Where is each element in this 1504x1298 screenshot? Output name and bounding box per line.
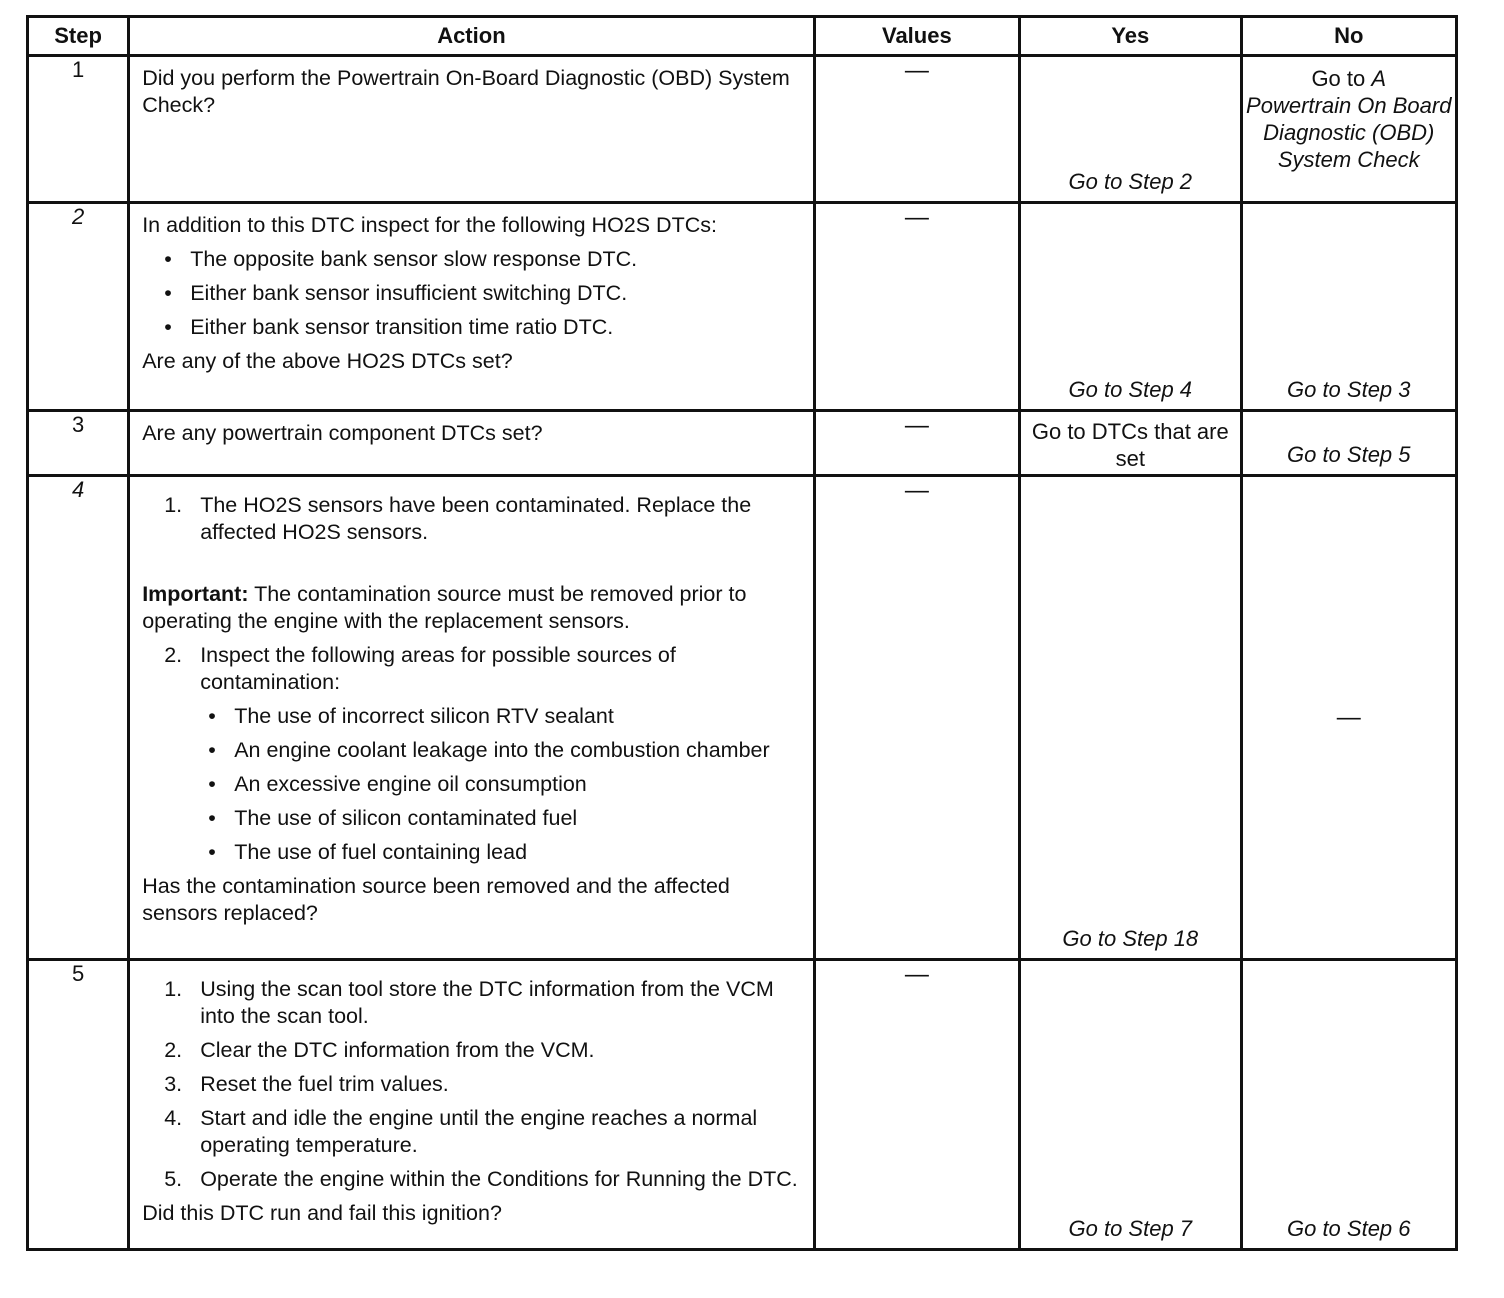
values-cell: — (814, 960, 1019, 1250)
yes-link[interactable]: Go to Step 2 (1068, 169, 1193, 194)
no-title-a: A (1371, 66, 1387, 91)
numbered-item: 3. Reset the fuel trim values. (164, 1072, 449, 1096)
no-cell (1241, 476, 1456, 960)
action-question: Are any of the above HO2S DTCs set? (142, 349, 513, 373)
step-number: 3 (28, 411, 129, 476)
action-cell (129, 476, 814, 960)
yes-link[interactable]: Go to DTCs that are set (1031, 419, 1229, 471)
no-cell (1241, 56, 1456, 203)
values-cell: — (814, 411, 1019, 476)
header-step: Step (28, 17, 129, 56)
list-item: • The opposite bank sensor slow response DTC. (164, 246, 804, 273)
action-question: Did this DTC run and fail this ignition? (142, 1201, 502, 1225)
important-label: Important: (142, 582, 249, 606)
action-text: Did you perform the Powertrain On-Board Diagnostic (OBD) System Check? (142, 66, 790, 117)
action-text: Are any powertrain component DTCs set? (142, 421, 543, 445)
no-value: — (1336, 703, 1361, 731)
numbered-item: 2. Inspect the following areas for possible sources of contamination: (164, 643, 676, 694)
no-link[interactable]: Go to Step 3 (1286, 377, 1411, 402)
no-link[interactable] (1243, 57, 1455, 173)
header-action: Action (129, 17, 814, 56)
header-values: Values (814, 17, 1019, 56)
step-number: 5 (28, 960, 129, 1250)
yes-cell (1020, 203, 1241, 411)
numbered-item: 2. Clear the DTC information from the VCM. (164, 1038, 595, 1062)
list-item: • Either bank sensor transition time ratio DTC. (164, 314, 804, 341)
yes-cell (1020, 56, 1241, 203)
action-intro: In addition to this DTC inspect for the following HO2S DTCs: (142, 213, 717, 237)
action-question: Has the contamination source been removed and the affected sensors replaced? (142, 874, 730, 925)
table-row-step-1 (28, 56, 1457, 203)
action-cell (129, 203, 814, 411)
yes-link[interactable]: Go to Step 18 (1062, 926, 1199, 951)
numbered-item: 5. Operate the engine within the Conditions for Running the DTC. (164, 1167, 798, 1191)
list-item: • An engine coolant leakage into the combustion chamber (208, 737, 804, 764)
step-number: 4 (28, 476, 129, 960)
yes-cell (1020, 960, 1241, 1250)
no-cell (1241, 960, 1456, 1250)
step-number: 1 (28, 56, 129, 203)
list-item: • An excessive engine oil consumption (208, 771, 804, 798)
step-number: 2 (28, 203, 129, 411)
values-cell: — (814, 203, 1019, 411)
header-row (28, 17, 1457, 56)
diagnostic-table (26, 15, 1458, 1251)
no-link[interactable]: Go to Step 6 (1286, 1216, 1411, 1241)
list-item: • The use of incorrect silicon RTV sealant (208, 703, 804, 730)
numbered-item: 1. The HO2S sensors have been contaminated. Replace the affected HO2S sensors. (164, 493, 752, 544)
table-row-step-4 (28, 476, 1457, 960)
no-prefix: Go to (1311, 66, 1366, 91)
list-item: • The use of fuel containing lead (208, 839, 804, 866)
table-row-step-3 (28, 411, 1457, 476)
table-row-step-5 (28, 960, 1457, 1250)
important-note (142, 581, 804, 635)
table-row-step-2 (28, 203, 1457, 411)
no-title-rest: Powertrain On Board Diagnostic (OBD) System Check (1246, 93, 1452, 172)
numbered-item: 1. Using the scan tool store the DTC information from the VCM into the scan tool. (164, 977, 774, 1028)
no-link[interactable]: Go to Step 5 (1286, 442, 1411, 467)
values-cell: — (814, 56, 1019, 203)
action-cell (129, 411, 814, 476)
yes-cell (1020, 411, 1241, 476)
action-cell (129, 56, 814, 203)
action-cell (129, 960, 814, 1250)
no-cell (1241, 411, 1456, 476)
numbered-item: 4. Start and idle the engine until the engine reaches a normal operating temperature. (164, 1106, 758, 1157)
important-text: The contamination source must be removed prior to operating the engine with the replacement sensors. (142, 582, 747, 633)
yes-cell (1020, 476, 1241, 960)
no-cell (1241, 203, 1456, 411)
yes-link[interactable]: Go to Step 7 (1068, 1216, 1193, 1241)
yes-link[interactable]: Go to Step 4 (1068, 377, 1193, 402)
list-item: • The use of silicon contaminated fuel (208, 805, 804, 832)
header-yes: Yes (1020, 17, 1241, 56)
values-cell: — (814, 476, 1019, 960)
list-item: • Either bank sensor insufficient switching DTC. (164, 280, 804, 307)
header-no: No (1241, 17, 1456, 56)
